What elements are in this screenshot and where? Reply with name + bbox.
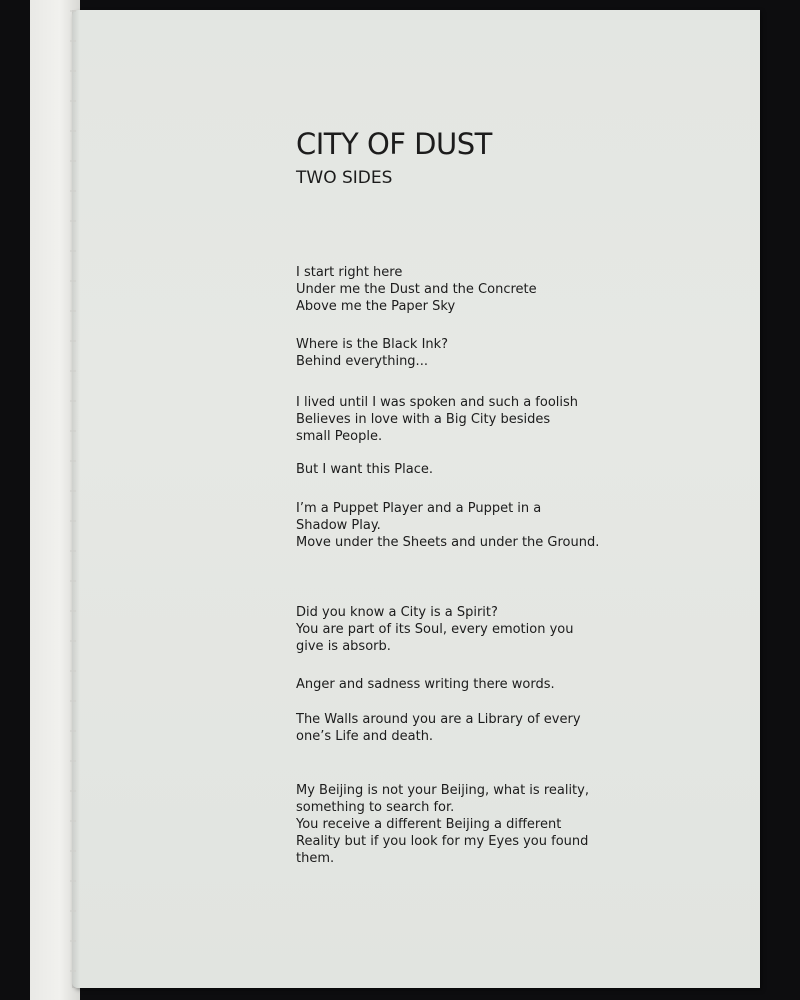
stanza-7: Anger and sadness writing there words. (296, 677, 555, 692)
stanza-9: My Beijing is not your Beijing, what is reality, something to search for. You receive a different Beijing a different Reality but if you look for my Eyes you found them. (296, 783, 589, 866)
stanza-8: The Walls around you are a Library of every one’s Life and death. (296, 712, 581, 744)
stanza-2: Where is the Black Ink? Behind everything... (296, 337, 449, 369)
poem-content (296, 126, 716, 866)
binding-stitches (70, 10, 76, 988)
stanza-4: But I want this Place. (296, 462, 433, 477)
poem-title: CITY OF DUST (296, 127, 492, 161)
stanza-6: Did you know a City is a Spirit? You are part of its Soul, every emotion you give is absorb. (296, 605, 574, 654)
stanza-3: I lived until I was spoken and such a foolish Believes in love with a Big City besides small People. (296, 395, 579, 444)
poem-subtitle: TWO SIDES (296, 168, 393, 188)
stanza-1: I start right here Under me the Dust and the Concrete Above me the Paper Sky (296, 265, 537, 314)
stanza-5: I’m a Puppet Player and a Puppet in a Shadow Play. Move under the Sheets and under the Ground. (296, 501, 600, 550)
